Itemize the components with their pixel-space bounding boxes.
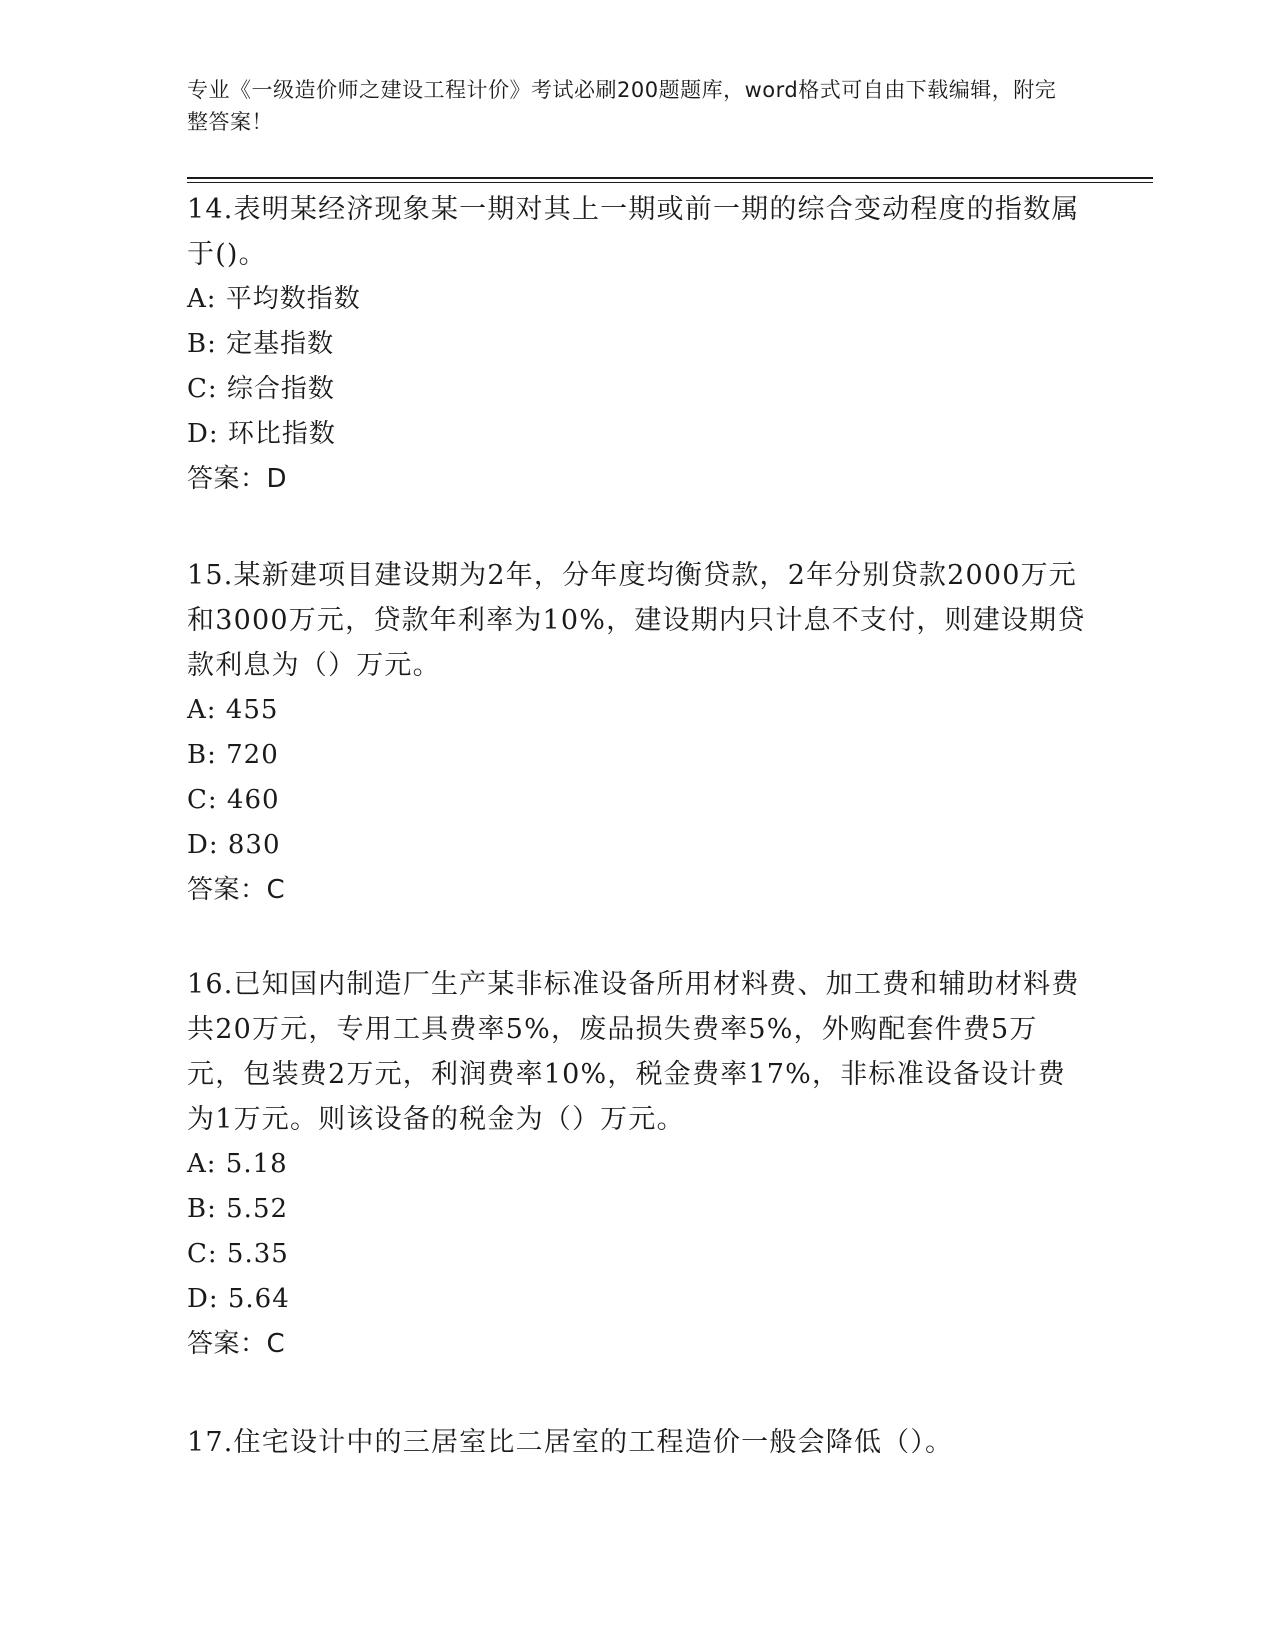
option-a: A: 5.18 [187,1149,288,1179]
option-b: B: 720 [187,740,279,770]
question-14 [187,187,1087,502]
option-b: B: 5.52 [187,1194,289,1224]
option-a: A: 平均数指数 [187,284,361,314]
question-stem: 17.住宅设计中的三居室比二居室的工程造价一般会降低（）。 [187,1427,954,1458]
option-c: C: 5.35 [187,1239,289,1269]
option-d: D: 5.64 [187,1284,290,1314]
question-17 [187,1420,1087,1465]
question-stem: 15.某新建项目建设期为2年，分年度均衡贷款，2年分别贷款2000万元和3000万元，贷款年利率为10%，建设期内只计息不支付，则建设期贷款利息为（）万元。 [187,560,1086,681]
question-16 [187,962,1087,1367]
option-b: B: 定基指数 [187,329,335,359]
option-c: C: 综合指数 [187,374,335,404]
answer: 答案：C [187,875,286,905]
header-divider-thin [187,182,1153,183]
option-d: D: 环比指数 [187,419,336,449]
option-c: C: 460 [187,785,280,815]
question-15 [187,553,1087,913]
page-header: 专业《一级造价师之建设工程计价》考试必刷200题题库，word格式可自由下载编辑，附完整答案！ [187,78,1057,134]
question-stem: 16.已知国内制造厂生产某非标准设备所用材料费、加工费和辅助材料费共20万元，专用工具费率5%，废品损失费率5%，外购配套件费5万元，包装费2万元，利润费率10%，税金费率17%，非标准设备设计费为1万元。则该设备的税金为（）万元。 [187,969,1080,1135]
option-d: D: 830 [187,830,281,860]
answer: 答案：C [187,1329,286,1359]
question-stem: 14.表明某经济现象某一期对其上一期或前一期的综合变动程度的指数属于()。 [187,194,1080,270]
answer: 答案：D [187,464,288,494]
header-divider-thick [187,177,1153,179]
option-a: A: 455 [187,695,279,725]
